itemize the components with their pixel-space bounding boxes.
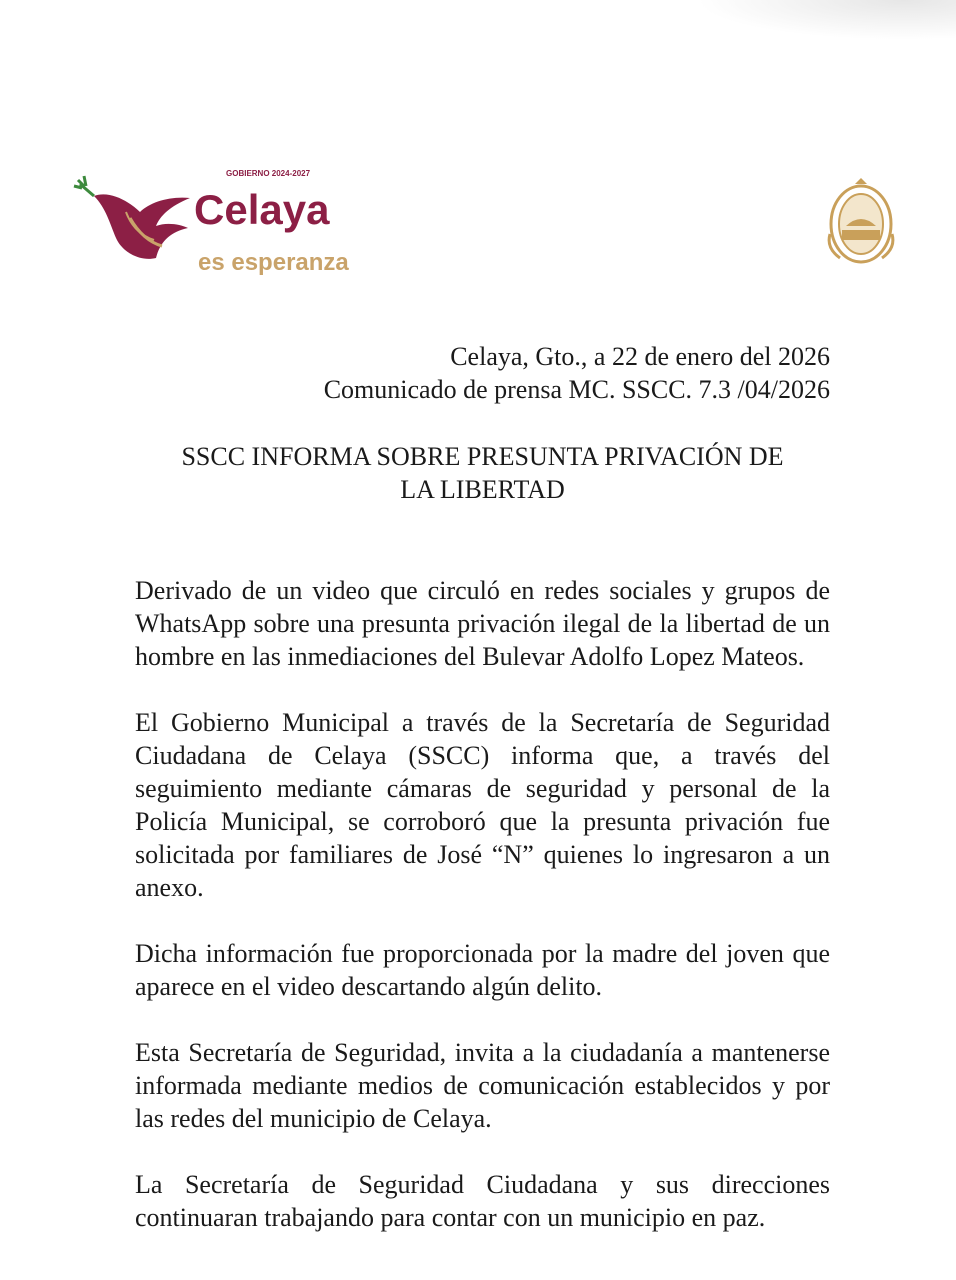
paragraph: Esta Secretaría de Seguridad, invita a la ciudadanía a mantenerse informada mediante medios de comunicación establecidos y por las redes del municipio de Celaya.	[135, 1038, 830, 1133]
place-date: Celaya, Gto., a 22 de enero del 2026	[450, 342, 830, 371]
document-body	[135, 574, 830, 1267]
page-shadow	[696, 0, 956, 40]
paragraph: La Secretaría de Seguridad Ciudadana y sus direcciones continuaran trabajando para contar con un municipio en paz.	[135, 1170, 830, 1232]
paragraph: Derivado de un video que circuló en redes sociales y grupos de WhatsApp sobre una presunta privación ilegal de la libertad de un hombre en las inmediaciones del Bulevar Adolfo Lopez Mateos.	[135, 576, 830, 671]
government-period: GOBIERNO 2024-2027	[226, 169, 311, 178]
title-line: LA LIBERTAD	[400, 475, 565, 504]
dove-icon	[70, 166, 400, 278]
logo-city: Celaya	[194, 186, 330, 233]
document-title	[135, 440, 830, 506]
coat-of-arms-seal	[822, 174, 900, 268]
paragraph: Dicha información fue proporcionada por la madre del joven que aparece en el video descartando algún delito.	[135, 939, 830, 1001]
paragraph: El Gobierno Municipal a través de la Secretaría de Seguridad Ciudadana de Celaya (SSCC) informa que, a través del seguimiento mediante cámaras de seguridad y personal de la Policía Municipal, se corroboró que la presunta privación fue solicitada por familiares de José “N” quienes lo ingresaron a un anexo.	[135, 708, 830, 902]
release-number: Comunicado de prensa MC. SSCC. 7.3 /04/2026	[323, 375, 830, 404]
logo-slogan: es esperanza	[198, 249, 349, 276]
celaya-logo	[70, 166, 400, 278]
document-header	[324, 340, 830, 406]
title-line: SSCC INFORMA SOBRE PRESUNTA PRIVACIÓN DE	[181, 442, 784, 471]
